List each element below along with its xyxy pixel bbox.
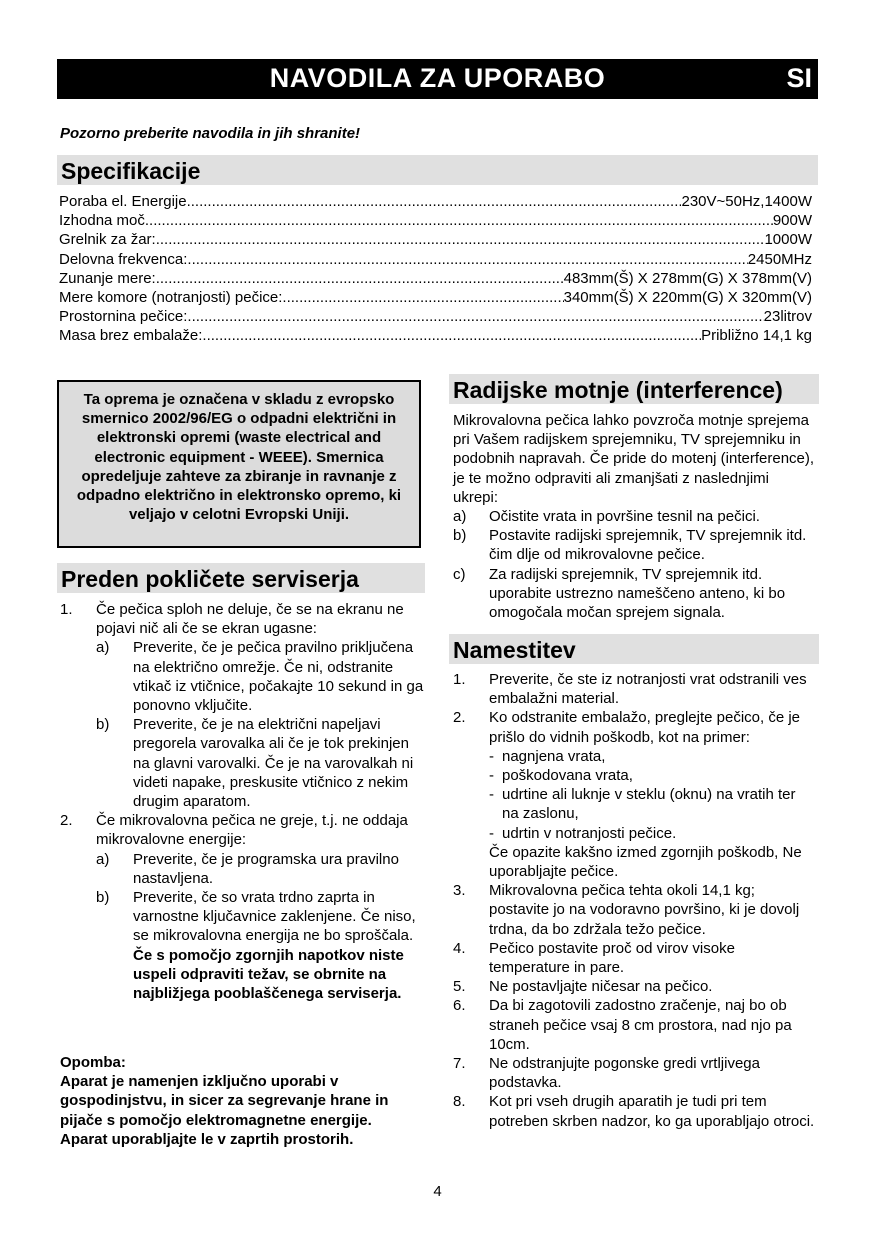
spec-label: Grelnik za žar: — [59, 231, 156, 249]
spec-label: Delovna frekvenca: — [59, 250, 188, 268]
list-subitem: a) Preverite, če je pečica pravilno priključena na električno omrežje. Če ni, odstranite vtikač iz vtičnice, počakajte 10 sekund in ga ponovno vključite. — [96, 639, 424, 715]
list-item: 1. Če pečica sploh ne deluje, če se na ekranu ne pojavi nič ali če se ekran ugasne: — [60, 601, 404, 638]
header-bar — [57, 59, 818, 99]
list-item: c) Za radijski sprejemnik, TV sprejemnik itd. uporabite ustrezno nameščeno anteno, ki bo omogočala močan sprejem signala. — [453, 565, 786, 622]
language-code: SI — [786, 63, 812, 93]
spec-value: 2450MHz — [747, 250, 812, 268]
spec-table — [59, 192, 812, 346]
list-item: b) Postavite radijski sprejemnik, TV sprejemnik itd. čim dlje od mikrovalovne pečice. — [453, 527, 807, 564]
spec-row — [59, 230, 812, 249]
spec-value: 340mm(Š) X 220mm(G) X 320mm(V) — [563, 288, 812, 306]
spec-row — [59, 288, 812, 307]
note-text: Aparat je namenjen izključno uporabi v gospodinjstvu, in sicer za segrevanje hrane in pijače s pomočjo elektromagnetne energije. Aparat uporabljajte le v zaprtih prostorih. — [60, 1073, 389, 1148]
spec-value: 900W — [772, 212, 812, 230]
list-subitem: b) Preverite, če je na električni napeljavi pregorela varovalka ali če je tok prekinjen na glavni varovalki. Če je na varovalkah ni videti napake, preskusite vtičnico z nekim drugim aparatom. — [96, 716, 414, 811]
list-item: 8. Kot pri vseh drugih aparatih je tudi pri tem potreben skrben nadzor, ko ga uporabljajo otroci. — [453, 1093, 815, 1130]
list-subitem: b) Preverite, če so vrata trdno zaprta in varnostne ključavnice zaklenjene. Če niso, se mikrovalovna energija ne bo sproščala. — [96, 889, 416, 945]
weee-notice-box: Ta oprema je označena v skladu z evropsko smernico 2002/96/EG o odpadni električni in elektronski opremi (waste electrical and electronic equipment - WEEE). Smernica opredeljuje zahteve za zbiranje in ravnanje z odpadno električno in elektronsko opremo, ki veljajo v celotni Evropski Uniji. — [57, 380, 421, 548]
spec-label: Izhodna moč — [59, 212, 145, 230]
list-item: a) Očistite vrata in površine tesnil na pečici. — [453, 508, 760, 526]
spec-label: Masa brez embalaže: — [59, 327, 203, 345]
spec-row — [59, 326, 812, 345]
spec-value: Približno 14,1 kg — [701, 327, 812, 345]
list-item: 2. Ko odstranite embalažo, preglejte pečico, če je prišlo do vidnih poškodb, kot na primer: — [453, 709, 801, 746]
intro-note: Pozorno preberite navodila in jih shranite! — [60, 125, 361, 142]
page-title: NAVODILA ZA UPORABO — [269, 63, 606, 93]
install-heading: Namestitev — [449, 634, 819, 664]
dash-item: - udrtin v notranjosti pečice. — [489, 824, 677, 842]
list-item: 5. Ne postavljajte ničesar na pečico. — [453, 978, 713, 996]
spec-row — [59, 250, 812, 269]
spec-label: Mere komore (notranjosti) pečice: — [59, 288, 283, 306]
spec-label: Poraba el. Energije — [59, 193, 187, 210]
dash-item: - udrtine ali luknje v steklu (oknu) na vratih ter na zaslonu, — [489, 786, 796, 823]
note-title: Opomba: — [60, 1054, 126, 1071]
note-block — [60, 1053, 420, 1149]
radio-section — [453, 411, 815, 622]
spec-row — [59, 307, 812, 326]
dash-item: - nagnjena vrata, — [489, 747, 606, 765]
service-bold-note: Če s pomočjo zgornjih napotkov niste uspeli odpraviti težav, se obrnite na najbližjega pooblaščenega serviserja. — [133, 946, 404, 1003]
spec-value: 230V~50Hz,1400W — [681, 193, 812, 210]
list-item: 4. Pečico postavite proč od virov visoke temperature in pare. — [453, 939, 735, 977]
list-item: 2. Če mikrovalovna pečica ne greje, t.j. ne oddaja mikrovalovne energije: — [60, 812, 408, 849]
install-list — [453, 670, 815, 1131]
spec-heading: Specifikacije — [57, 155, 818, 185]
list-item: 7. Ne odstranjujte pogonske gredi vrtljivega podstavka. — [453, 1055, 760, 1092]
page-number: 4 — [433, 1183, 442, 1200]
service-list — [60, 600, 425, 1003]
spec-label: Prostornina pečice: — [59, 308, 188, 326]
dash-item: - poškodovana vrata, — [489, 767, 633, 785]
spec-value: 1000W — [764, 231, 812, 249]
spec-value: 483mm(Š) X 278mm(G) X 378mm(V) — [563, 269, 812, 287]
spec-row — [59, 269, 812, 288]
spec-value: 23litrov — [763, 308, 812, 326]
radio-heading: Radijske motnje (interference) — [449, 374, 819, 404]
spec-label: Zunanje mere: — [59, 269, 156, 287]
list-item: 3. Mikrovalovna pečica tehta okoli 14,1 kg; postavite jo na vodoravno površino, ki je dovolj trdna, da bo zdržala težo pečice. — [453, 882, 800, 938]
radio-text: Mikrovalovna pečica lahko povzroča motnje sprejema pri Vašem radijskem sprejemniku, TV sprejemniku in podobnih napravah. Če pride do motenj (interference), je te možno odpraviti ali zmanjšati z naslednjimi ukrepi: — [453, 412, 815, 506]
list-item: 1. Preverite, če ste iz notranjosti vrat odstranili ves embalažni material. — [453, 671, 807, 708]
spec-row — [59, 211, 812, 230]
list-item: 6. Da bi zagotovili zadostno zračenje, naj bo ob straneh pečice vsaj 8 cm prostora, nad njo pa 10cm. — [453, 997, 792, 1053]
service-heading: Preden pokličete serviserja — [57, 563, 425, 593]
spec-row — [59, 192, 812, 211]
install-warning: Če opazite kakšno izmed zgornjih poškodb, Ne uporabljajte pečice. — [489, 843, 802, 881]
list-subitem: a) Preverite, če je programska ura pravilno nastavljena. — [96, 850, 399, 887]
